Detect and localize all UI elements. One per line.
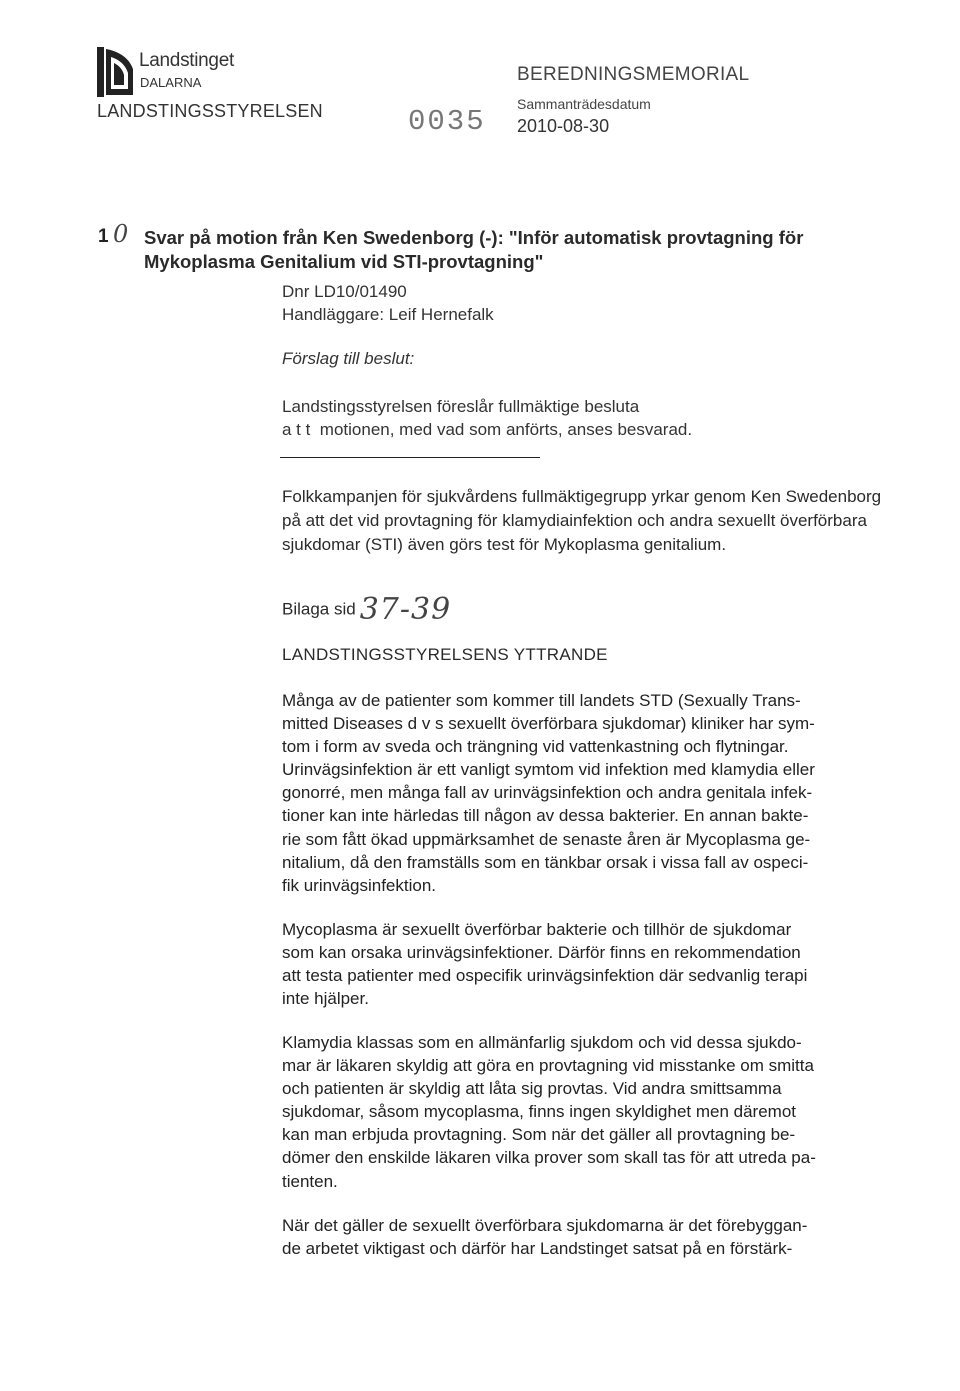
document-type: BEREDNINGSMEMORIAL: [517, 64, 750, 85]
appendix-label: Bilaga sid: [282, 599, 356, 619]
meeting-date-label: Sammanträdesdatum: [517, 96, 651, 112]
landstinget-logo-icon: [97, 47, 135, 97]
appendix-reference: [282, 592, 451, 627]
meeting-date: 2010-08-30: [517, 116, 610, 136]
statement-paragraph: När det gäller de sexuellt överförbara sjukdomarna är det förebyggan- de arbetet viktigast och därför har Landstinget satsat på en förstärk-: [282, 1216, 808, 1259]
motion-summary: Folkkampanjen för sjukvårdens fullmäktigegrupp yrkar genom Ken Swedenborg på att det vid provtagning för klamydiainfektion och andra sexuellt överförbara sjukdomar (STI) även görs test för Mykoplasma genitalium.: [282, 487, 882, 554]
organization-name: Landstinget: [139, 50, 234, 71]
statement-paragraph: Många av de patienter som kommer till landets STD (Sexually Trans- mitted Diseases d v s sexuellt överförbara sjukdomar) kliniker har sym- tom i form av sveda och trängning vid vattenkastning och flytningar. Urinvägsinfektion är ett vanligt symtom vid infektion med klamydia eller gonorré, men många fall av urinvägsinfektion och andra genitala infek- tioner kan inte härledas till någon av dessa bakterier. En annan bakte- rie som fått ökad uppmärksamhet de senaste åren är Mycoplasma ge- nitalium, då den framställs som en tänkbar orsak i vissa fall av ospeci- fik urinvägsinfektion.: [282, 691, 815, 895]
appendix-pages-handwritten: 37-39: [359, 592, 452, 627]
board-name: LANDSTINGSSTYRELSEN: [97, 101, 323, 121]
section-divider: [280, 457, 540, 458]
case-meta: [282, 280, 494, 326]
proposal-line-1: Landstingsstyrelsen föreslår fullmäktige besluta: [282, 397, 640, 416]
statement-paragraph: Mycoplasma är sexuellt överförbar bakterie och tillhör de sjukdomar som kan orsaka urinvägsinfektioner. Därför finns en rekommendation att testa patienter med ospecifik urinvägsinfektion där sedvanlig terapi inte hjälper.: [282, 920, 808, 1009]
proposal-text: [282, 395, 692, 441]
item-number: 1: [98, 226, 109, 247]
case-handler: Handläggare: Leif Hernefalk: [282, 305, 494, 324]
item-number-handwritten: 0: [113, 220, 129, 248]
proposal-heading: Förslag till beslut:: [282, 349, 415, 368]
statement-paragraph: Klamydia klassas som en allmänfarlig sjukdom och vid dessa sjukdo- mar är läkaren skyldig att göra en provtagning vid misstanke om smitta och patienten är skyldig att låta sig provtas. Vid andra smittsamma sjukdomar, såsom mycoplasma, finns ingen skyldighet men däremot kan man erbjuda provtagning. Som när det gäller all provtagning be- dömer den enskilde läkaren vilka prover som skall tas för att utreda pa- tienten.: [282, 1033, 816, 1191]
proposal-line-2: a t t motionen, med vad som anförts, anses besvarad.: [282, 420, 693, 439]
document-title: Svar på motion från Ken Swedenborg (-): "Inför automatisk provtagning för Mykoplasma Genitalium vid STI-provtagning": [144, 227, 804, 272]
stamp-number: 0035: [408, 105, 486, 138]
statement-heading: LANDSTINGSSTYRELSENS YTTRANDE: [282, 645, 608, 664]
case-number: Dnr LD10/01490: [282, 282, 407, 301]
organization-region: DALARNA: [140, 75, 202, 90]
